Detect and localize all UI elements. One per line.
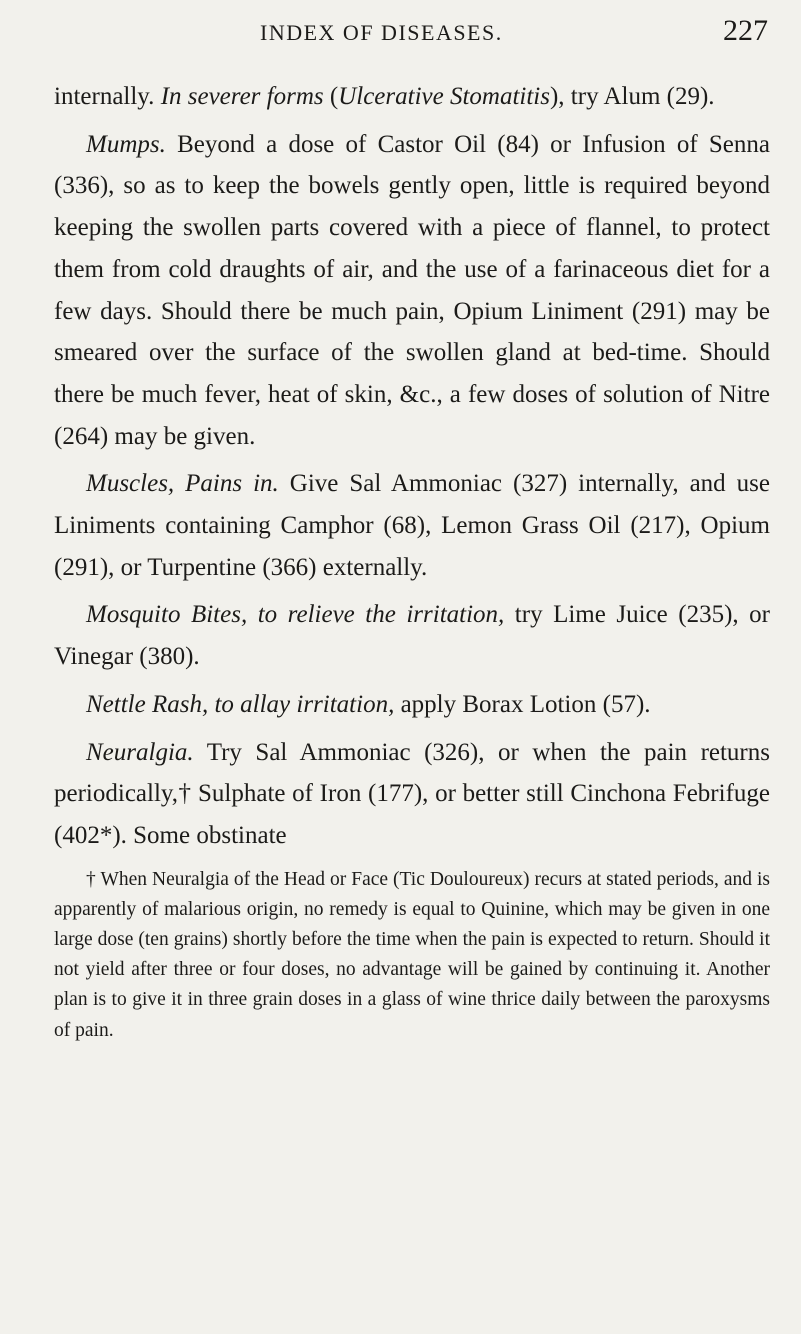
entry-muscles-pains [54,463,770,588]
page-number: 227 [723,14,768,47]
entry-text: ( [323,83,339,110]
entry-neuralgia [54,732,770,857]
entry-mosquito-bites [54,594,770,677]
entry-mumps [54,124,770,458]
entry-italic: In severer forms [160,83,324,110]
footnote: † When Neuralgia of the Head or Face (Tic Douloureux) recurs at stated periods, and is apparently of malarious origin, no remedy is equal to Quinine, which may be given in one large dose (ten grains) shortly before the time when the pain is expected to return. Should it not yield after three or four doses, no advantage will be gained by continuing it. Another plan is to give it in three grain doses in a glass of wine thrice daily between the paroxysms of pain. [54,868,770,1041]
entry-term: Mumps. [86,130,166,158]
running-title: INDEX OF DISEASES. [260,20,503,45]
body-text [54,76,770,857]
entry-text: Try Sal Ammoniac (326), or when the pain returns periodically,† Sulphate of Iron (177), or better still Cinchona Febrifuge (402*). Some obstinate [54,738,770,849]
entry-term: Neuralgia. [86,738,194,766]
entry-term: Nettle Rash, to allay irritation, [86,690,395,718]
running-head [54,0,770,56]
entry-nettle-rash [54,684,770,726]
entry-term: Mosquito Bites, to relieve the irritation, [86,601,505,629]
entry-text: apply Borax Lotion (57). [394,690,651,718]
entry-text: ), try Alum (29). [549,83,715,110]
entry-italic: Ulcerative Stomatitis [338,83,550,110]
entry-text: Beyond a dose of Castor Oil (84) or Infusion of Senna (336), so as to keep the bowels gently open, little is required beyond keeping the swollen parts covered with a piece of flannel, to protect them from cold draughts of air, and the use of a farinaceous diet for a few days. Should there be much pain, Opium Liniment (291) may be smeared over the surface of the swollen gland at bed-time. Should there be much fever, heat of skin, &c., a few doses of solution of Nitre (264) may be given. [54,130,770,450]
entry-text: try Lime Juice (235), or Vinegar (380). [54,601,770,671]
entry-term: Muscles, Pains in. [86,470,279,498]
book-page [54,0,770,1334]
continued-entry [54,76,770,118]
entry-text: internally. [54,83,161,110]
entry-text: Give Sal Ammoniac (327) internally, and use Liniments containing Camphor (68), Lemon Grass Oil (217), Opium (291), or Turpentine (366) externally. [54,470,770,581]
